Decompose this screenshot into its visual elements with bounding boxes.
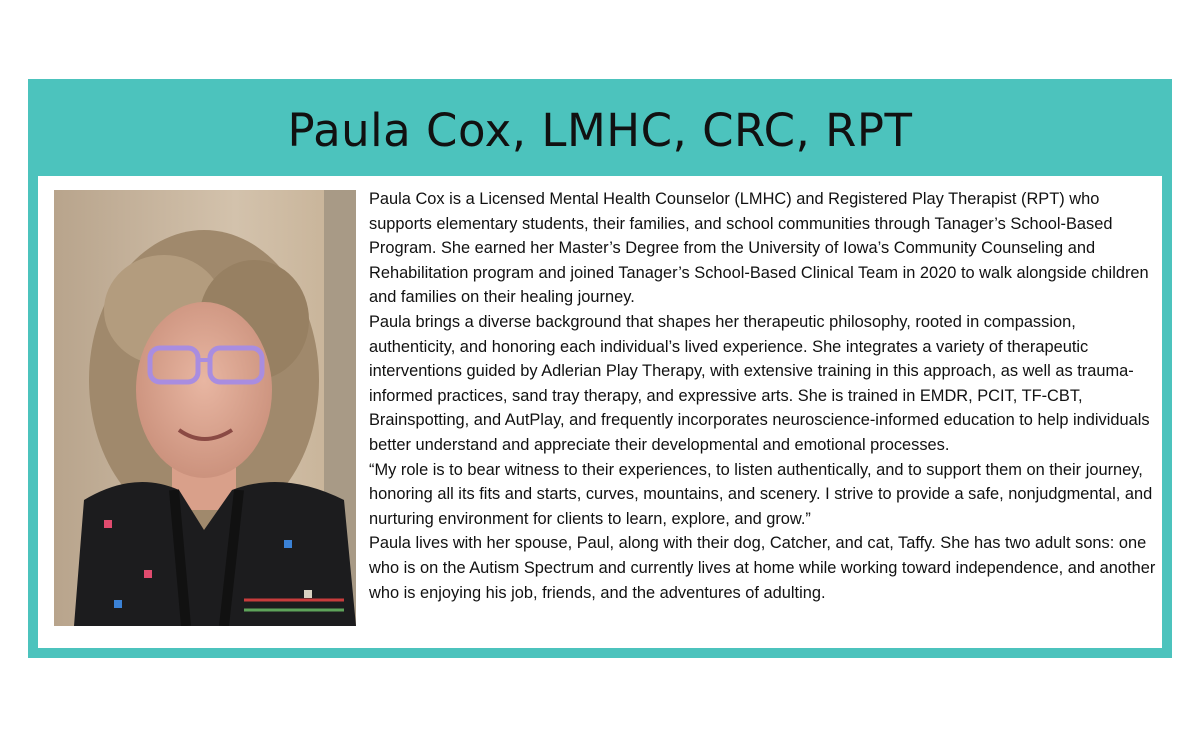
page-title: Paula Cox, LMHC, CRC, RPT — [287, 104, 913, 157]
profile-photo — [54, 190, 356, 626]
content-panel — [38, 176, 1162, 648]
bio-paragraph: Paula lives with her spouse, Paul, along with their dog, Catcher, and cat, Taffy. She has two adult sons: one who is on the Autism Spectrum and currently lives at home while working toward independence, and another who is enjoying his job, friends, and the adventures of adulting. — [369, 534, 1156, 602]
bio-paragraph: Paula Cox is a Licensed Mental Health Counselor (LMHC) and Registered Play Therapist (RPT) who supports elementary students, their families, and school communities through Tanager’s School-Based Program. She earned her Master’s Degree from the University of Iowa’s Community Counseling and Rehabilitation program and joined Tanager’s School-Based Clinical Team in 2020 to walk alongside children and families on their healing journey. — [369, 190, 1149, 307]
bio-paragraph: Paula brings a diverse background that shapes her therapeutic philosophy, rooted in compassion, authenticity, and honoring each individual’s lived experience. She integrates a variety of therapeutic interventions guided by Adlerian Play Therapy, with extensive training in this approach, as well as trauma-informed practices, sand tray therapy, and expressive arts. She is trained in EMDR, PCIT, TF-CBT, Brainspotting, and AutPlay, and frequently incorporates neuroscience-informed education to help individuals better understand and appreciate their developmental and emotional processes. — [369, 312, 1150, 454]
bio-text — [369, 187, 1159, 605]
portrait-image — [54, 190, 356, 626]
profile-card — [28, 79, 1172, 658]
bio-quote: “My role is to bear witness to their experiences, to listen authentically, and to support them on their journey, honoring all its fits and starts, curves, mountains, and scenery. I strive to provide a safe, nonjudgmental, and nurturing environment for clients to learn, explore, and grow.” — [369, 460, 1153, 528]
